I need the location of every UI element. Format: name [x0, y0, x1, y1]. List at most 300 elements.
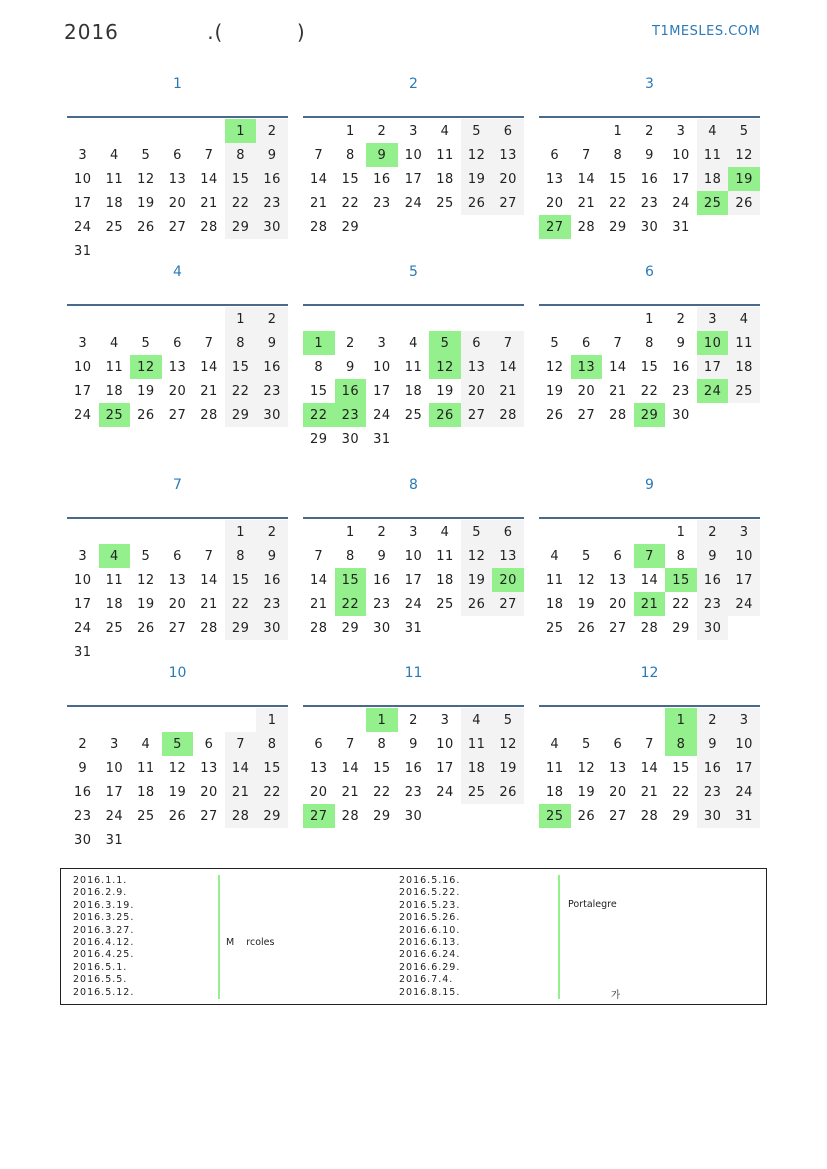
day-cell: 14 [200, 359, 218, 375]
day-cell: 3 [409, 524, 418, 540]
day-cell: 26 [577, 808, 596, 824]
holiday-day-cell: 1 [665, 708, 697, 732]
day-cell: 17 [697, 355, 729, 379]
day-cell: 2 [676, 311, 686, 327]
day-cell: 28 [609, 407, 627, 423]
day-cell: 28 [225, 804, 257, 828]
day-cell: 4 [461, 708, 493, 732]
month-name: 11 [404, 665, 423, 681]
day-cell: 5 [141, 147, 151, 163]
day-cell: 27 [461, 403, 493, 427]
day-cell: 3 [676, 123, 686, 139]
day-cell: 30 [640, 219, 659, 235]
day-cell: 28 [310, 219, 328, 235]
holiday-day-cell: 1 [303, 331, 335, 355]
day-cell: 15 [640, 359, 659, 375]
day-cell: 27 [577, 407, 596, 423]
empty-cell [634, 520, 666, 544]
empty-cell [99, 307, 131, 331]
day-cell: 25 [404, 407, 423, 423]
day-cell: 30 [341, 431, 360, 447]
day-cell: 21 [492, 379, 524, 403]
day-cell: 26 [461, 191, 493, 215]
day-cell: 2 [697, 520, 729, 544]
day-cell: 15 [373, 760, 391, 776]
day-cell: 14 [492, 355, 524, 379]
day-cell: 1 [345, 524, 355, 540]
day-cell: 4 [697, 119, 729, 143]
day-cell: 29 [672, 808, 690, 824]
holiday-day-cell: 25 [697, 191, 729, 215]
day-cell: 22 [225, 191, 257, 215]
day-cell: 23 [697, 780, 729, 804]
day-cell: 29 [256, 804, 288, 828]
day-cell: 8 [645, 335, 654, 351]
day-cell: 5 [581, 736, 591, 752]
day-cell: 13 [609, 572, 627, 588]
day-cell: 11 [404, 359, 423, 375]
empty-cell [193, 307, 225, 331]
empty-cell [335, 708, 367, 732]
day-cell: 18 [137, 784, 155, 800]
day-cell: 12 [168, 760, 187, 776]
day-cell: 26 [577, 620, 596, 636]
day-cell: 27 [168, 219, 187, 235]
day-cell: 1 [225, 307, 257, 331]
day-cell: 3 [728, 708, 760, 732]
day-cell: 27 [492, 191, 524, 215]
day-cell: 2 [377, 524, 387, 540]
day-cell: 5 [728, 119, 760, 143]
day-cell: 29 [609, 219, 627, 235]
day-cell: 22 [609, 195, 627, 211]
day-cell: 29 [310, 431, 328, 447]
day-cell: 16 [697, 756, 729, 780]
day-cell: 1 [225, 520, 257, 544]
month-grid [303, 119, 524, 239]
holiday-day-cell: 7 [634, 544, 666, 568]
day-cell: 13 [168, 572, 187, 588]
day-cell: 22 [225, 592, 257, 616]
empty-cell [634, 708, 666, 732]
day-cell: 17 [373, 383, 391, 399]
day-cell: 16 [373, 171, 391, 187]
day-cell: 7 [613, 335, 623, 351]
day-cell: 30 [256, 403, 288, 427]
day-cell: 17 [404, 572, 423, 588]
day-cell: 23 [672, 383, 690, 399]
day-cell: 3 [728, 520, 760, 544]
empty-cell [162, 307, 194, 331]
day-cell: 18 [105, 383, 124, 399]
empty-cell [99, 520, 131, 544]
day-cell: 9 [697, 544, 729, 568]
day-cell: 20 [609, 596, 627, 612]
day-cell: 1 [613, 123, 623, 139]
day-cell: 18 [436, 572, 454, 588]
day-cell: 3 [377, 335, 387, 351]
day-cell: 2 [345, 335, 355, 351]
day-cell: 24 [74, 219, 92, 235]
day-cell: 21 [200, 596, 218, 612]
day-cell: 15 [225, 568, 257, 592]
empty-cell [398, 307, 430, 331]
day-cell: 29 [225, 403, 257, 427]
empty-cell [303, 708, 335, 732]
day-cell: 15 [256, 756, 288, 780]
day-cell: 26 [168, 808, 187, 824]
day-cell: 20 [461, 379, 493, 403]
day-cell: 22 [341, 195, 360, 211]
day-cell: 8 [314, 359, 324, 375]
day-cell: 13 [168, 171, 187, 187]
month-rule [67, 116, 288, 118]
notes-right-label-2: 가 [611, 990, 621, 1001]
day-cell: 8 [345, 548, 355, 564]
day-cell: 1 [645, 311, 654, 327]
holiday-day-cell: 26 [429, 403, 461, 427]
holiday-day-cell: 27 [539, 215, 571, 239]
day-cell: 17 [728, 568, 760, 592]
day-cell: 19 [546, 383, 564, 399]
day-cell: 10 [404, 548, 423, 564]
month-name: 10 [168, 665, 187, 681]
day-cell: 15 [672, 760, 690, 776]
empty-cell [602, 307, 634, 331]
day-cell: 3 [409, 123, 418, 139]
holiday-day-cell: 10 [697, 331, 729, 355]
month-grid [303, 708, 524, 828]
holiday-day-cell: 19 [728, 167, 760, 191]
empty-cell [303, 307, 335, 331]
day-cell: 8 [613, 147, 623, 163]
day-cell: 6 [461, 331, 493, 355]
empty-cell [461, 307, 493, 331]
day-cell: 30 [256, 616, 288, 640]
day-cell: 13 [168, 359, 187, 375]
day-cell: 5 [141, 548, 151, 564]
day-cell: 12 [546, 359, 564, 375]
day-cell: 20 [577, 383, 596, 399]
day-cell: 11 [697, 143, 729, 167]
holiday-day-cell: 15 [665, 568, 697, 592]
day-cell: 31 [74, 644, 92, 660]
day-cell: 18 [728, 355, 760, 379]
day-cell: 12 [492, 732, 524, 756]
site-brand-link[interactable]: T1MESLES.COM [652, 24, 761, 39]
day-cell: 9 [256, 143, 288, 167]
day-cell: 24 [373, 407, 391, 423]
day-cell: 5 [581, 548, 591, 564]
day-cell: 28 [310, 620, 328, 636]
month-rule [67, 304, 288, 306]
day-cell: 19 [461, 568, 493, 592]
day-cell: 7 [314, 548, 324, 564]
day-cell: 21 [609, 383, 627, 399]
day-cell: 9 [676, 335, 686, 351]
day-cell: 27 [609, 620, 627, 636]
day-cell: 12 [577, 572, 596, 588]
day-cell: 20 [609, 784, 627, 800]
holiday-day-cell: 8 [665, 732, 697, 756]
month-rule [67, 517, 288, 519]
day-cell: 8 [225, 143, 257, 167]
day-cell: 14 [225, 756, 257, 780]
day-cell: 23 [74, 808, 92, 824]
holiday-day-cell: 22 [335, 592, 367, 616]
day-cell: 29 [341, 620, 360, 636]
day-cell: 7 [314, 147, 324, 163]
day-cell: 23 [373, 596, 391, 612]
empty-cell [366, 307, 398, 331]
day-cell: 14 [341, 760, 360, 776]
day-cell: 28 [640, 808, 659, 824]
day-cell: 18 [105, 596, 124, 612]
day-cell: 23 [373, 195, 391, 211]
month-rule [539, 705, 760, 707]
day-cell: 10 [74, 171, 92, 187]
day-cell: 27 [609, 808, 627, 824]
day-cell: 20 [168, 195, 187, 211]
empty-cell [571, 708, 603, 732]
day-cell: 20 [546, 195, 564, 211]
day-cell: 24 [728, 780, 760, 804]
day-cell: 14 [577, 171, 596, 187]
day-cell: 15 [341, 171, 360, 187]
day-cell: 18 [546, 784, 564, 800]
day-cell: 19 [461, 167, 493, 191]
day-cell: 28 [640, 620, 659, 636]
day-cell: 13 [461, 355, 493, 379]
day-cell: 25 [546, 620, 564, 636]
day-cell: 21 [200, 383, 218, 399]
day-cell: 6 [492, 520, 524, 544]
day-cell: 11 [105, 359, 124, 375]
day-cell: 13 [492, 143, 524, 167]
day-cell: 13 [310, 760, 328, 776]
day-cell: 19 [168, 784, 187, 800]
day-cell: 14 [310, 171, 328, 187]
day-cell: 29 [225, 215, 257, 239]
empty-cell [67, 708, 99, 732]
empty-cell [130, 520, 162, 544]
day-cell: 10 [74, 572, 92, 588]
day-cell: 4 [550, 736, 560, 752]
empty-cell [193, 708, 225, 732]
holiday-day-cell: 24 [697, 379, 729, 403]
day-cell: 31 [728, 804, 760, 828]
month-name: 8 [409, 477, 418, 493]
day-cell: 8 [345, 147, 355, 163]
day-cell: 22 [640, 383, 659, 399]
day-cell: 30 [697, 616, 729, 640]
day-cell: 18 [461, 756, 493, 780]
empty-cell [130, 119, 162, 143]
day-cell: 22 [256, 780, 288, 804]
holiday-day-cell: 5 [429, 331, 461, 355]
day-cell: 17 [74, 596, 92, 612]
holiday-day-cell: 23 [335, 403, 367, 427]
day-cell: 8 [225, 544, 257, 568]
day-cell: 11 [546, 760, 564, 776]
day-cell: 11 [105, 572, 124, 588]
day-cell: 4 [550, 548, 560, 564]
day-cell: 30 [74, 832, 92, 848]
day-cell: 17 [728, 756, 760, 780]
day-cell: 17 [672, 171, 690, 187]
empty-cell [602, 520, 634, 544]
day-cell: 24 [436, 784, 454, 800]
day-cell: 19 [137, 383, 155, 399]
holiday-day-cell: 22 [303, 403, 335, 427]
day-cell: 30 [697, 804, 729, 828]
month-rule [303, 304, 524, 306]
day-cell: 14 [640, 572, 659, 588]
day-cell: 12 [137, 572, 155, 588]
empty-cell [225, 708, 257, 732]
month-name: 3 [645, 76, 654, 92]
empty-cell [67, 119, 99, 143]
day-cell: 31 [373, 431, 391, 447]
day-cell: 13 [200, 760, 218, 776]
day-cell: 19 [577, 784, 596, 800]
empty-cell [429, 307, 461, 331]
day-cell: 28 [341, 808, 360, 824]
day-cell: 9 [377, 548, 387, 564]
empty-cell [162, 708, 194, 732]
day-cell: 12 [461, 544, 493, 568]
day-cell: 30 [672, 407, 690, 423]
empty-cell [193, 119, 225, 143]
day-cell: 19 [577, 596, 596, 612]
day-cell: 4 [409, 335, 418, 351]
month-grid [539, 307, 760, 427]
day-cell: 28 [200, 407, 218, 423]
notes-right-divider [558, 875, 560, 999]
holiday-day-cell: 13 [571, 355, 603, 379]
day-cell: 6 [492, 119, 524, 143]
holiday-notes-box [60, 868, 767, 1005]
day-cell: 31 [74, 243, 92, 259]
day-cell: 17 [74, 383, 92, 399]
month-grid [67, 520, 288, 664]
day-cell: 7 [204, 548, 214, 564]
holiday-day-cell: 12 [130, 355, 162, 379]
day-cell: 30 [404, 808, 423, 824]
day-cell: 20 [168, 596, 187, 612]
day-cell: 7 [204, 147, 214, 163]
day-cell: 28 [200, 620, 218, 636]
page-title: 2016 .( ) [64, 20, 306, 44]
day-cell: 22 [373, 784, 391, 800]
day-cell: 8 [256, 732, 288, 756]
day-cell: 13 [609, 760, 627, 776]
day-cell: 3 [440, 712, 450, 728]
day-cell: 24 [728, 592, 760, 616]
month-rule [539, 304, 760, 306]
day-cell: 20 [310, 784, 328, 800]
day-cell: 27 [168, 407, 187, 423]
day-cell: 5 [461, 520, 493, 544]
day-cell: 16 [256, 355, 288, 379]
day-cell: 1 [345, 123, 355, 139]
day-cell: 11 [436, 548, 454, 564]
empty-cell [571, 119, 603, 143]
day-cell: 6 [613, 736, 623, 752]
day-cell: 9 [345, 359, 355, 375]
day-cell: 21 [640, 784, 659, 800]
month-grid [539, 119, 760, 239]
notes-left-label: M rcoles [226, 937, 275, 948]
empty-cell [130, 307, 162, 331]
day-cell: 11 [728, 331, 760, 355]
day-cell: 10 [105, 760, 124, 776]
day-cell: 31 [105, 832, 124, 848]
holiday-day-cell: 15 [335, 568, 367, 592]
notes-right-dates: 2016.5.16. 2016.5.22. 2016.5.23. 2016.5.26. 2016.6.10. 2016.6.13. 2016.6.24. 2016.6.29. 2016.7.4. 2016.8.15. [399, 875, 461, 998]
month-grid [67, 119, 288, 263]
day-cell: 17 [105, 784, 124, 800]
month-grid [67, 307, 288, 427]
day-cell: 23 [256, 592, 288, 616]
day-cell: 16 [404, 760, 423, 776]
day-cell: 28 [492, 403, 524, 427]
day-cell: 25 [436, 596, 454, 612]
empty-cell [67, 520, 99, 544]
day-cell: 11 [436, 147, 454, 163]
month-name: 1 [173, 76, 182, 92]
day-cell: 23 [256, 191, 288, 215]
holiday-day-cell: 29 [634, 403, 666, 427]
day-cell: 27 [168, 620, 187, 636]
month-grid [303, 520, 524, 640]
month-rule [303, 705, 524, 707]
month-name: 12 [640, 665, 659, 681]
day-cell: 3 [78, 335, 88, 351]
month-grid [539, 708, 760, 828]
day-cell: 15 [310, 383, 328, 399]
day-cell: 12 [577, 760, 596, 776]
day-cell: 25 [105, 620, 124, 636]
empty-cell [303, 520, 335, 544]
day-cell: 29 [373, 808, 391, 824]
month-name: 2 [409, 76, 418, 92]
empty-cell [162, 520, 194, 544]
day-cell: 9 [697, 732, 729, 756]
day-cell: 8 [225, 331, 257, 355]
day-cell: 24 [105, 808, 124, 824]
month-grid [539, 520, 760, 640]
holiday-day-cell: 5 [162, 732, 194, 756]
day-cell: 24 [404, 195, 423, 211]
month-name: 7 [173, 477, 182, 493]
day-cell: 19 [436, 383, 454, 399]
empty-cell [67, 307, 99, 331]
day-cell: 3 [78, 548, 88, 564]
day-cell: 23 [697, 592, 729, 616]
day-cell: 18 [697, 167, 729, 191]
day-cell: 2 [645, 123, 654, 139]
month-rule [303, 116, 524, 118]
day-cell: 26 [546, 407, 564, 423]
day-cell: 26 [461, 592, 493, 616]
day-cell: 24 [74, 620, 92, 636]
empty-cell [539, 307, 571, 331]
empty-cell [335, 307, 367, 331]
day-cell: 4 [109, 335, 119, 351]
day-cell: 27 [200, 808, 218, 824]
day-cell: 6 [550, 147, 560, 163]
